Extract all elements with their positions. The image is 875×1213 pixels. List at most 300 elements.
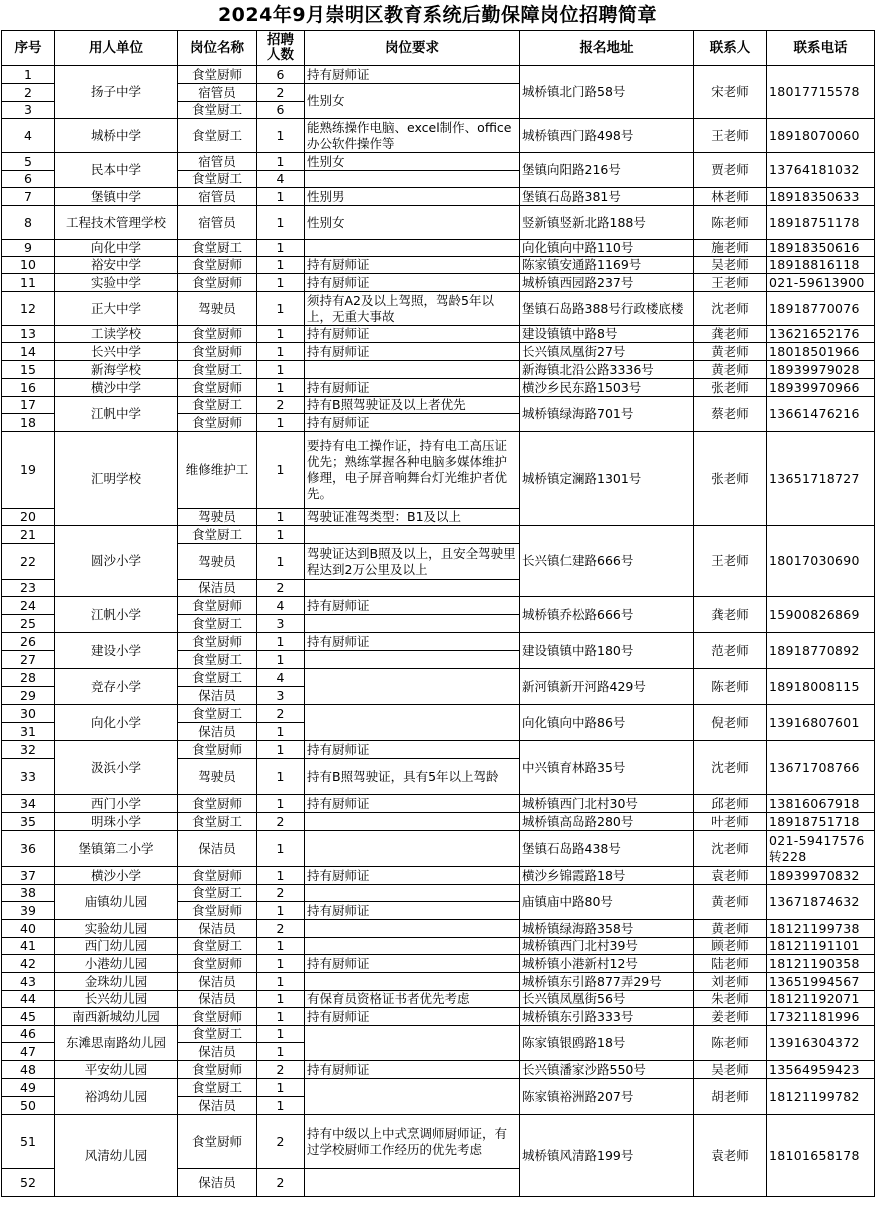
- cell-post: 宿管员: [178, 153, 257, 171]
- cell-addr: 建设镇镇中路180号: [520, 633, 694, 669]
- cell-count: 1: [257, 1026, 305, 1043]
- cell-req: 持有厨师证: [305, 867, 520, 885]
- cell-count: 1: [257, 240, 305, 257]
- cell-phone: 021-59417576转228: [767, 831, 875, 867]
- cell-post: 食堂厨工: [178, 526, 257, 544]
- cell-no: 42: [2, 955, 55, 973]
- cell-phone: 18918751178: [767, 206, 875, 240]
- cell-req: [305, 651, 520, 669]
- cell-addr: 长兴镇仁建路666号: [520, 526, 694, 597]
- table-row: [2, 343, 875, 361]
- cell-unit: 横沙小学: [55, 867, 178, 885]
- cell-addr: 新海镇北沿公路3336号: [520, 361, 694, 379]
- header-req: 岗位要求: [305, 31, 520, 66]
- cell-count: 1: [257, 651, 305, 669]
- cell-post: 保洁员: [178, 991, 257, 1008]
- cell-phone: 13764181032: [767, 153, 875, 188]
- cell-req: [305, 705, 520, 741]
- cell-contact: 龚老师: [694, 597, 767, 633]
- cell-no: 51: [2, 1115, 55, 1169]
- cell-count: 4: [257, 597, 305, 615]
- table-row: [2, 938, 875, 955]
- cell-req: [305, 1169, 520, 1197]
- cell-post: 食堂厨工: [178, 1026, 257, 1043]
- cell-post: 保洁员: [178, 973, 257, 991]
- cell-post: 保洁员: [178, 1043, 257, 1061]
- cell-req: 持有厨师证: [305, 633, 520, 651]
- cell-addr: 城桥镇小港新村12号: [520, 955, 694, 973]
- cell-addr: 陈家镇安通路1169号: [520, 257, 694, 274]
- cell-phone: 18017030690: [767, 526, 875, 597]
- cell-no: 14: [2, 343, 55, 361]
- cell-req: 持有厨师证: [305, 343, 520, 361]
- cell-req: 驾驶证准驾类型：B1及以上: [305, 509, 520, 526]
- cell-phone: 18121199782: [767, 1079, 875, 1115]
- cell-phone: 13816067918: [767, 795, 875, 813]
- cell-no: 6: [2, 171, 55, 188]
- table-row: [2, 669, 875, 687]
- cell-contact: 沈老师: [694, 292, 767, 326]
- cell-phone: 13651994567: [767, 973, 875, 991]
- cell-count: 1: [257, 867, 305, 885]
- cell-contact: 邱老师: [694, 795, 767, 813]
- cell-post: 食堂厨师: [178, 66, 257, 84]
- cell-count: 3: [257, 615, 305, 633]
- cell-phone: 18918350633: [767, 188, 875, 206]
- cell-phone: 18918816118: [767, 257, 875, 274]
- cell-no: 45: [2, 1008, 55, 1026]
- cell-addr: 庙镇庙中路80号: [520, 885, 694, 920]
- cell-count: 1: [257, 938, 305, 955]
- cell-unit: 建设小学: [55, 633, 178, 669]
- cell-phone: 13651718727: [767, 432, 875, 526]
- cell-contact: 叶老师: [694, 813, 767, 831]
- cell-contact: 范老师: [694, 633, 767, 669]
- cell-no: 29: [2, 687, 55, 705]
- cell-req: [305, 669, 520, 705]
- cell-phone: 18939970966: [767, 379, 875, 397]
- cell-addr: 向化镇向中路86号: [520, 705, 694, 741]
- cell-count: 2: [257, 920, 305, 938]
- page-title: 2024年9月崇明区教育系统后勤保障岗位招聘简章: [217, 4, 658, 26]
- cell-post: 食堂厨师: [178, 597, 257, 615]
- cell-unit: 工程技术管理学校: [55, 206, 178, 240]
- cell-no: 12: [2, 292, 55, 326]
- cell-post: 食堂厨工: [178, 615, 257, 633]
- cell-req: 持有中级以上中式烹调师厨师证，有过学校厨师工作经历的优先考虑: [305, 1115, 520, 1169]
- cell-post: 驾驶员: [178, 544, 257, 580]
- cell-addr: 向化镇向中路110号: [520, 240, 694, 257]
- cell-req: 持有厨师证: [305, 795, 520, 813]
- cell-req: 性别男: [305, 188, 520, 206]
- table-row: [2, 633, 875, 651]
- cell-post: 食堂厨师: [178, 1008, 257, 1026]
- cell-no: 48: [2, 1061, 55, 1079]
- table-row: [2, 885, 875, 902]
- cell-req: [305, 615, 520, 633]
- cell-contact: 朱老师: [694, 991, 767, 1008]
- cell-addr: 竖新镇竖新北路188号: [520, 206, 694, 240]
- cell-contact: 张老师: [694, 432, 767, 526]
- cell-contact: 林老师: [694, 188, 767, 206]
- cell-addr: 城桥镇西门北村30号: [520, 795, 694, 813]
- cell-unit: 风清幼儿园: [55, 1115, 178, 1197]
- cell-no: 25: [2, 615, 55, 633]
- cell-post: 宿管员: [178, 84, 257, 102]
- cell-post: 驾驶员: [178, 292, 257, 326]
- cell-contact: 宋老师: [694, 66, 767, 119]
- cell-unit: 实验幼儿园: [55, 920, 178, 938]
- cell-unit: 庙镇幼儿园: [55, 885, 178, 920]
- cell-addr: 城桥镇西门路498号: [520, 119, 694, 153]
- header-count: 招聘人数: [257, 31, 305, 66]
- cell-req: 持有厨师证: [305, 741, 520, 759]
- cell-post: 食堂厨工: [178, 885, 257, 902]
- cell-contact: 吴老师: [694, 257, 767, 274]
- table-row: [2, 153, 875, 171]
- cell-req: 性别女: [305, 206, 520, 240]
- cell-unit: 汇明学校: [55, 432, 178, 526]
- table-row: [2, 361, 875, 379]
- cell-no: 15: [2, 361, 55, 379]
- cell-req: 持有厨师证: [305, 66, 520, 84]
- cell-unit: 南西新城幼儿园: [55, 1008, 178, 1026]
- cell-addr: 堡镇石岛路438号: [520, 831, 694, 867]
- cell-unit: 裕鸿幼儿园: [55, 1079, 178, 1115]
- cell-post: 食堂厨工: [178, 171, 257, 188]
- cell-count: 1: [257, 526, 305, 544]
- cell-post: 驾驶员: [178, 759, 257, 795]
- cell-no: 7: [2, 188, 55, 206]
- cell-phone: 18918350616: [767, 240, 875, 257]
- cell-addr: 城桥镇绿海路358号: [520, 920, 694, 938]
- cell-post: 食堂厨师: [178, 867, 257, 885]
- table-row: [2, 274, 875, 292]
- cell-no: 27: [2, 651, 55, 669]
- cell-count: 1: [257, 188, 305, 206]
- cell-unit: 向化小学: [55, 705, 178, 741]
- cell-unit: 城桥中学: [55, 119, 178, 153]
- cell-count: 2: [257, 1061, 305, 1079]
- cell-unit: 民本中学: [55, 153, 178, 188]
- cell-no: 46: [2, 1026, 55, 1043]
- cell-addr: 城桥镇北门路58号: [520, 66, 694, 119]
- header-post: 岗位名称: [178, 31, 257, 66]
- table-row: [2, 397, 875, 414]
- cell-addr: 新河镇新开河路429号: [520, 669, 694, 705]
- cell-no: 41: [2, 938, 55, 955]
- cell-count: 1: [257, 343, 305, 361]
- table-row: [2, 831, 875, 867]
- cell-addr: 堡镇石岛路388号行政楼底楼: [520, 292, 694, 326]
- cell-phone: 13916304372: [767, 1026, 875, 1061]
- header-addr: 报名地址: [520, 31, 694, 66]
- cell-addr: 堡镇石岛路381号: [520, 188, 694, 206]
- cell-addr: 长兴镇凤凰街56号: [520, 991, 694, 1008]
- cell-unit: 金珠幼儿园: [55, 973, 178, 991]
- table-row: [2, 257, 875, 274]
- cell-post: 食堂厨师: [178, 741, 257, 759]
- cell-phone: 17321181996: [767, 1008, 875, 1026]
- cell-unit: 扬子中学: [55, 66, 178, 119]
- cell-count: 1: [257, 795, 305, 813]
- cell-post: 驾驶员: [178, 509, 257, 526]
- cell-no: 39: [2, 902, 55, 920]
- cell-no: 30: [2, 705, 55, 723]
- cell-no: 32: [2, 741, 55, 759]
- cell-no: 49: [2, 1079, 55, 1097]
- cell-count: 1: [257, 206, 305, 240]
- cell-no: 44: [2, 991, 55, 1008]
- cell-phone: 021-59613900: [767, 274, 875, 292]
- cell-addr: 城桥镇高岛路280号: [520, 813, 694, 831]
- table-row: [2, 1115, 875, 1169]
- cell-count: 1: [257, 1097, 305, 1115]
- table-row: [2, 705, 875, 723]
- cell-phone: 13564959423: [767, 1061, 875, 1079]
- cell-contact: 施老师: [694, 240, 767, 257]
- cell-req: 须持有A2及以上驾照，驾龄5年以上，无重大事故: [305, 292, 520, 326]
- cell-contact: 张老师: [694, 379, 767, 397]
- cell-post: 食堂厨师: [178, 379, 257, 397]
- cell-req: 持有B照驾驶证，具有5年以上驾龄: [305, 759, 520, 795]
- cell-count: 1: [257, 119, 305, 153]
- cell-contact: 王老师: [694, 274, 767, 292]
- cell-phone: 18939979028: [767, 361, 875, 379]
- cell-req: 持有厨师证: [305, 1008, 520, 1026]
- cell-req: [305, 240, 520, 257]
- table-row: [2, 1026, 875, 1043]
- cell-no: 23: [2, 580, 55, 597]
- cell-no: 10: [2, 257, 55, 274]
- cell-no: 20: [2, 509, 55, 526]
- header-no: 序号: [2, 31, 55, 66]
- cell-req: [305, 580, 520, 597]
- cell-count: 2: [257, 1169, 305, 1197]
- table-row: [2, 813, 875, 831]
- cell-count: 1: [257, 902, 305, 920]
- cell-no: 40: [2, 920, 55, 938]
- cell-phone: 18018501966: [767, 343, 875, 361]
- cell-addr: 城桥镇风清路199号: [520, 1115, 694, 1197]
- cell-count: 1: [257, 274, 305, 292]
- cell-no: 35: [2, 813, 55, 831]
- cell-no: 50: [2, 1097, 55, 1115]
- cell-unit: 长兴幼儿园: [55, 991, 178, 1008]
- cell-addr: 城桥镇东引路333号: [520, 1008, 694, 1026]
- cell-phone: 18121191101: [767, 938, 875, 955]
- cell-req: 能熟练操作电脑、excel制作、office办公软件操作等: [305, 119, 520, 153]
- cell-no: 24: [2, 597, 55, 615]
- cell-phone: 18121199738: [767, 920, 875, 938]
- cell-post: 保洁员: [178, 1097, 257, 1115]
- cell-no: 18: [2, 414, 55, 432]
- cell-count: 1: [257, 955, 305, 973]
- cell-post: 食堂厨师: [178, 902, 257, 920]
- cell-count: 1: [257, 544, 305, 580]
- cell-count: 1: [257, 973, 305, 991]
- table-row: [2, 920, 875, 938]
- cell-req: [305, 1079, 520, 1115]
- cell-no: 37: [2, 867, 55, 885]
- table-row: [2, 292, 875, 326]
- cell-phone: 18121190358: [767, 955, 875, 973]
- cell-phone: 13671708766: [767, 741, 875, 795]
- cell-unit: 明珠小学: [55, 813, 178, 831]
- cell-count: 2: [257, 705, 305, 723]
- cell-no: 11: [2, 274, 55, 292]
- cell-phone: 18918070060: [767, 119, 875, 153]
- table-row: [2, 955, 875, 973]
- cell-count: 1: [257, 361, 305, 379]
- cell-req: 持有厨师证: [305, 1061, 520, 1079]
- cell-count: 1: [257, 1008, 305, 1026]
- cell-post: 保洁员: [178, 831, 257, 867]
- cell-addr: 陈家镇银鸥路18号: [520, 1026, 694, 1061]
- cell-phone: 18101658178: [767, 1115, 875, 1197]
- cell-req: 性别女: [305, 84, 520, 119]
- cell-addr: 城桥镇乔松路666号: [520, 597, 694, 633]
- cell-post: 食堂厨工: [178, 938, 257, 955]
- cell-unit: 横沙中学: [55, 379, 178, 397]
- cell-no: 4: [2, 119, 55, 153]
- cell-count: 1: [257, 326, 305, 343]
- table-row: [2, 206, 875, 240]
- cell-count: 1: [257, 509, 305, 526]
- cell-post: 食堂厨工: [178, 119, 257, 153]
- cell-req: 性别女: [305, 153, 520, 171]
- cell-no: 8: [2, 206, 55, 240]
- cell-no: 9: [2, 240, 55, 257]
- cell-count: 2: [257, 397, 305, 414]
- cell-post: 食堂厨师: [178, 1115, 257, 1169]
- cell-unit: 竞存小学: [55, 669, 178, 705]
- cell-post: 保洁员: [178, 687, 257, 705]
- cell-contact: 龚老师: [694, 326, 767, 343]
- cell-contact: 陆老师: [694, 955, 767, 973]
- cell-phone: 18918008115: [767, 669, 875, 705]
- cell-req: 持有厨师证: [305, 597, 520, 615]
- cell-post: 食堂厨师: [178, 795, 257, 813]
- cell-phone: 13621652176: [767, 326, 875, 343]
- table-row: [2, 1008, 875, 1026]
- cell-count: 2: [257, 580, 305, 597]
- cell-req: 持有B照驾驶证及以上者优先: [305, 397, 520, 414]
- cell-contact: 王老师: [694, 119, 767, 153]
- cell-contact: 吴老师: [694, 1061, 767, 1079]
- cell-post: 食堂厨工: [178, 397, 257, 414]
- cell-contact: 黄老师: [694, 885, 767, 920]
- cell-post: 食堂厨工: [178, 651, 257, 669]
- cell-no: 38: [2, 885, 55, 902]
- cell-unit: 裕安中学: [55, 257, 178, 274]
- cell-req: 持有厨师证: [305, 955, 520, 973]
- cell-post: 食堂厨工: [178, 813, 257, 831]
- table-row: [2, 188, 875, 206]
- cell-count: 1: [257, 759, 305, 795]
- table-row: [2, 991, 875, 1008]
- cell-addr: 陈家镇裕洲路207号: [520, 1079, 694, 1115]
- cell-count: 1: [257, 991, 305, 1008]
- cell-no: 5: [2, 153, 55, 171]
- cell-no: 28: [2, 669, 55, 687]
- cell-contact: 黄老师: [694, 343, 767, 361]
- cell-addr: 长兴镇凤凰街27号: [520, 343, 694, 361]
- cell-post: 食堂厨工: [178, 361, 257, 379]
- cell-req: [305, 885, 520, 902]
- cell-post: 维修维护工: [178, 432, 257, 509]
- cell-no: 2: [2, 84, 55, 102]
- cell-unit: 西门小学: [55, 795, 178, 813]
- cell-req: [305, 831, 520, 867]
- cell-count: 1: [257, 1043, 305, 1061]
- cell-req: [305, 813, 520, 831]
- cell-count: 2: [257, 885, 305, 902]
- cell-post: 食堂厨师: [178, 633, 257, 651]
- cell-post: 保洁员: [178, 1169, 257, 1197]
- cell-post: 食堂厨工: [178, 669, 257, 687]
- cell-unit: 新海学校: [55, 361, 178, 379]
- cell-no: 17: [2, 397, 55, 414]
- cell-req: [305, 1026, 520, 1061]
- cell-addr: 长兴镇潘家沙路550号: [520, 1061, 694, 1079]
- cell-addr: 中兴镇育林路35号: [520, 741, 694, 795]
- cell-phone: 18121192071: [767, 991, 875, 1008]
- cell-unit: 向化中学: [55, 240, 178, 257]
- cell-addr: 城桥镇西园路237号: [520, 274, 694, 292]
- table-row: [2, 795, 875, 813]
- cell-count: 1: [257, 1079, 305, 1097]
- cell-post: 食堂厨师: [178, 1061, 257, 1079]
- cell-post: 保洁员: [178, 723, 257, 741]
- cell-no: 34: [2, 795, 55, 813]
- cell-contact: 贾老师: [694, 153, 767, 188]
- cell-count: 4: [257, 171, 305, 188]
- cell-no: 16: [2, 379, 55, 397]
- cell-unit: 西门幼儿园: [55, 938, 178, 955]
- cell-contact: 沈老师: [694, 741, 767, 795]
- cell-contact: 蔡老师: [694, 397, 767, 432]
- cell-req: 驾驶证达到B照及以上，且安全驾驶里程达到2万公里及以上: [305, 544, 520, 580]
- cell-req: [305, 920, 520, 938]
- cell-phone: 18918751718: [767, 813, 875, 831]
- cell-no: 19: [2, 432, 55, 509]
- cell-post: 食堂厨师: [178, 414, 257, 432]
- cell-contact: 陈老师: [694, 206, 767, 240]
- cell-no: 36: [2, 831, 55, 867]
- cell-count: 1: [257, 432, 305, 509]
- cell-phone: 18017715578: [767, 66, 875, 119]
- cell-req: [305, 171, 520, 188]
- cell-post: 食堂厨师: [178, 274, 257, 292]
- cell-phone: 18918770076: [767, 292, 875, 326]
- cell-req: 持有厨师证: [305, 274, 520, 292]
- cell-post: 保洁员: [178, 580, 257, 597]
- cell-post: 食堂厨工: [178, 1079, 257, 1097]
- cell-addr: 建设镇镇中路8号: [520, 326, 694, 343]
- cell-contact: 倪老师: [694, 705, 767, 741]
- cell-count: 2: [257, 813, 305, 831]
- cell-phone: 13671874632: [767, 885, 875, 920]
- cell-contact: 袁老师: [694, 1115, 767, 1197]
- cell-no: 1: [2, 66, 55, 84]
- cell-phone: 13661476216: [767, 397, 875, 432]
- cell-phone: 18939970832: [767, 867, 875, 885]
- cell-contact: 袁老师: [694, 867, 767, 885]
- cell-unit: 江帆中学: [55, 397, 178, 432]
- cell-unit: 小港幼儿园: [55, 955, 178, 973]
- table-row: [2, 119, 875, 153]
